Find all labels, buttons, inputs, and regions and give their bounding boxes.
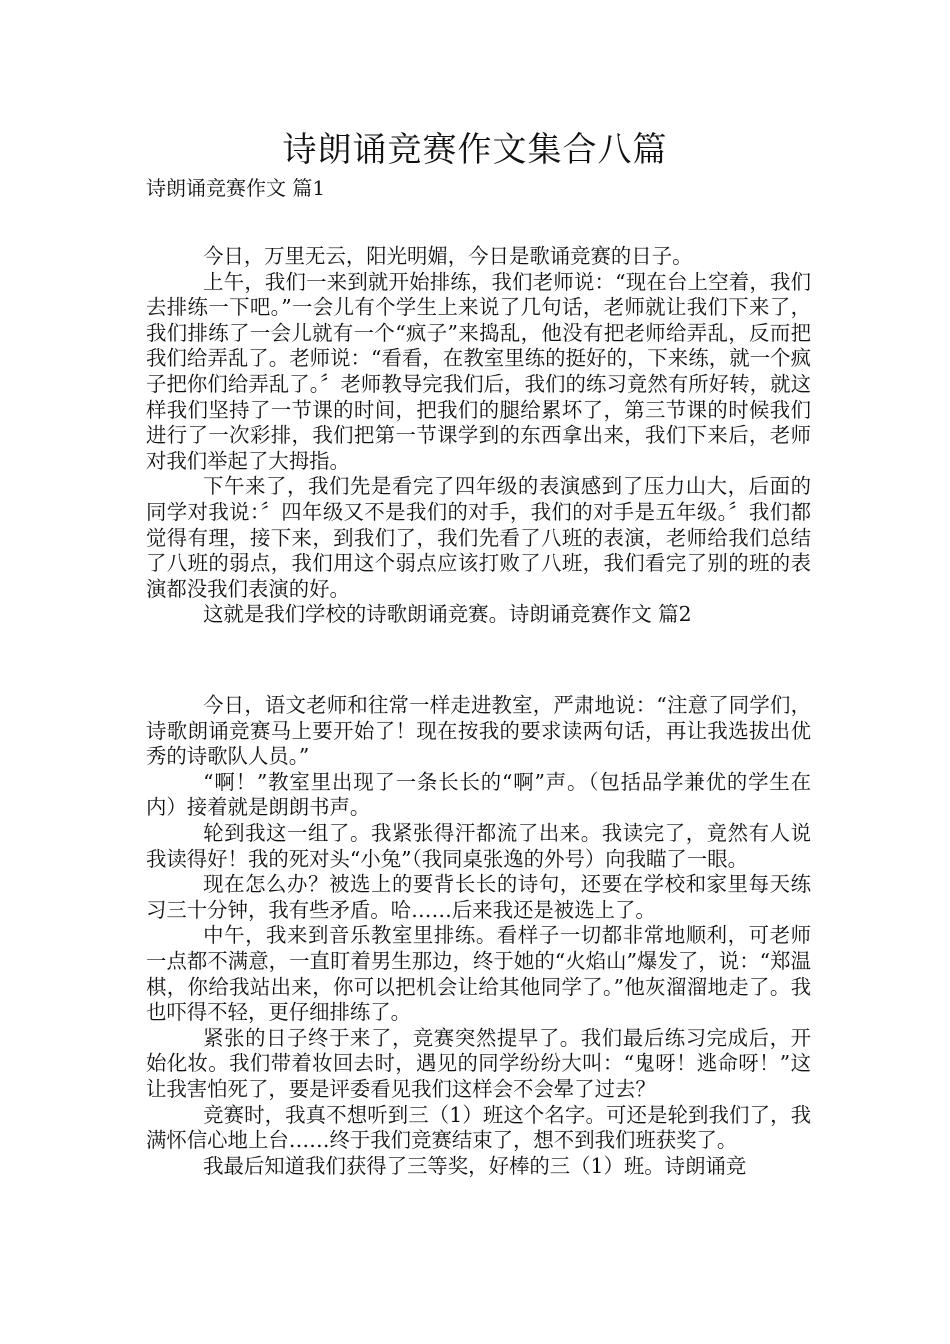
section-2-body xyxy=(146,693,811,1179)
paragraph: 轮到我这一组了。我紧张得汗都流了出来。我读完了，竟然有人说我读得好！我的死对头“小兔”（我同桌张逸的外号）向我瞄了一眼。 xyxy=(146,820,811,871)
section-1-body xyxy=(146,244,811,628)
paragraph: 这就是我们学校的诗歌朗诵竞赛。诗朗诵竞赛作文 篇2 xyxy=(203,602,692,627)
paragraph: 上午，我们一来到就开始排练，我们老师说：“现在台上空着，我们去排练一下吧。”一会儿有个学生上来说了几句话，老师就让我们下来了，我们排练了一会儿就有一个“疯子”来捣乱，他没有把老师给弄乱，反而把我们给弄乱了。老师说：“看看，在教室里练的挺好的，下来练，就一个疯子把你们给弄乱了。〞老师教导完我们后，我们的练习竟然有所好转，就这样我们坚持了一节课的时间，把我们的腿给累坏了，第三节课的时候我们进行了一次彩排，我们把第一节课学到的东西拿出来，我们下来后，老师对我们举起了大拇指。 xyxy=(146,269,811,473)
paragraph: 现在怎么办？被选上的要背长长的诗句，还要在学校和家里每天练习三十分钟，我有些矛盾。哈……后来我还是被选上了。 xyxy=(146,872,811,922)
paragraph: 今日，万里无云，阳光明媚，今日是歌诵竞赛的日子。 xyxy=(203,244,693,268)
paragraph: 中午，我来到音乐教室里排练。看样子一切都非常地顺利，可老师一点都不满意，一直盯着男生那边，终于她的“火焰山”爆发了，说：“郑温棋，你给我站出来，你可以把机会让给其他同学了。”他灰溜溜地走了。我也吓得不轻，更仔细排练了。 xyxy=(146,923,811,1025)
paragraph: 竞赛时，我真不想听到三（1）班这个名字。可还是轮到我们了，我满怀信心地上台……终于我们竞赛结束了，想不到我们班获奖了。 xyxy=(146,1102,811,1153)
paragraph: 下午来了，我们先是看完了四年级的表演感到了压力山大，后面的同学对我说：〞四年级又不是我们的对手，我们的对手是五年级。〞我们都觉得有理，接下来，到我们了，我们先看了八班的表演，老师给我们总结了八班的弱点，我们用这个弱点应该打败了八班，我们看完了别的班的表演都没我们表演的好。 xyxy=(146,474,811,601)
paragraph: 紧张的日子终于来了，竞赛突然提早了。我们最后练习完成后，开始化妆。我们带着妆回去时，遇见的同学纷纷大叫：“鬼呀！逃命呀！”这让我害怕死了，要是评委看见我们这样会不会晕了过去？ xyxy=(146,1025,811,1101)
paragraph: 今日，语文老师和往常一样走进教室，严肃地说：“注意了同学们，诗歌朗诵竞赛马上要开始了！现在按我的要求读两句话，再让我选拔出优秀的诗歌队人员。” xyxy=(146,693,811,769)
paragraph: “啊！”教室里出现了一条长长的“啊”声。（包括品学兼优的学生在内）接着就是朗朗书声。 xyxy=(146,769,811,820)
paragraph: 我最后知道我们获得了三等奖，好棒的三（1）班。诗朗诵竞 xyxy=(203,1153,747,1178)
section-heading: 诗朗诵竞赛作文 篇1 xyxy=(146,176,326,200)
document-title: 诗朗诵竞赛作文集合八篇 xyxy=(282,130,668,170)
